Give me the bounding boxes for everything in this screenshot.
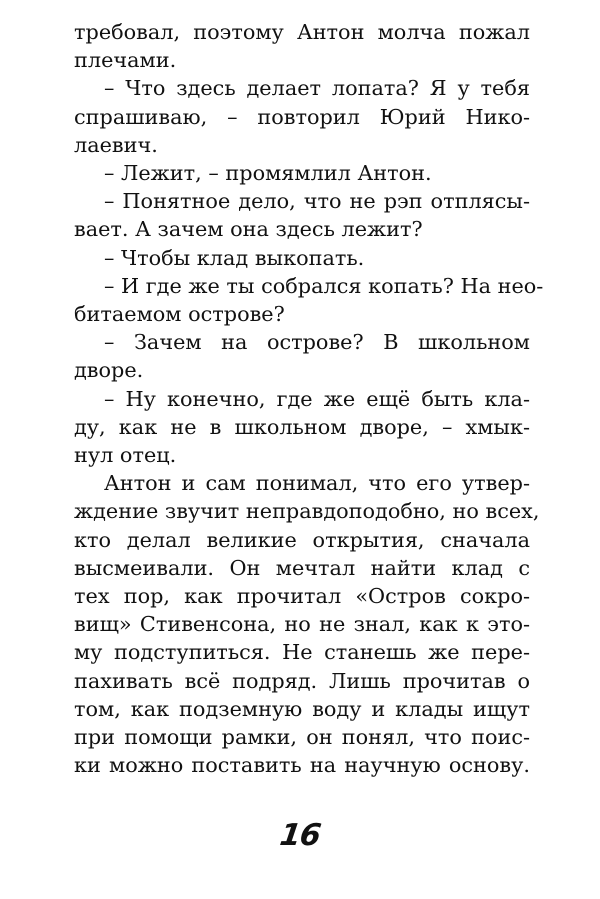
text-line: му подступиться. Не станешь же пере-	[74, 640, 530, 665]
text-line: битаемом острове?	[74, 302, 285, 327]
text-line: Антон и сам понимал, что его утвер-	[104, 471, 530, 496]
text-line: – И где же ты собрался копать? На нео-	[104, 273, 544, 298]
text-line: лаевич.	[74, 132, 158, 157]
text-line: тех пор, как прочитал «Остров сокро-	[74, 584, 530, 609]
page-number: 16	[277, 818, 323, 853]
text-line: ки можно поставить на научную основу.	[74, 753, 530, 778]
text-line: спрашиваю, – повторил Юрий Нико-	[74, 104, 530, 129]
text-line: при помощи рамки, он понял, что поис-	[74, 725, 530, 750]
text-line: – Что здесь делает лопата? Я у тебя	[104, 76, 530, 101]
text-line: пахивать всё подряд. Лишь прочитав о	[74, 668, 530, 693]
text-line: ду, как не в школьном дворе, – хмык-	[74, 414, 530, 439]
text-line: требовал, поэтому Антон молча пожал	[74, 20, 530, 44]
text-line: том, как подземную воду и клады ищут	[74, 696, 530, 721]
text-line: – Зачем на острове? В школьном	[104, 330, 530, 355]
text-line: кто делал великие открытия, сначала	[74, 527, 530, 552]
text-line: дворе.	[74, 358, 144, 383]
text-line: ждение звучит неправдоподобно, но всех,	[74, 499, 540, 524]
text-line: – Ну конечно, где же ещё быть кла-	[104, 386, 530, 411]
text-line: вищ» Стивенсона, но не знал, как к это-	[74, 612, 530, 637]
text-line: – Чтобы клад выкопать.	[104, 245, 365, 270]
text-line: – Лежит, – промямлил Антон.	[104, 161, 432, 186]
text-line: плечами.	[74, 48, 177, 73]
text-line: нул отец.	[74, 443, 177, 468]
text-line: высмеивали. Он мечтал найти клад с	[74, 555, 530, 580]
text-line: – Понятное дело, что не рэп отплясы-	[104, 189, 530, 214]
book-page-text	[74, 18, 544, 779]
text-line: вает. А зачем она здесь лежит?	[74, 217, 423, 242]
